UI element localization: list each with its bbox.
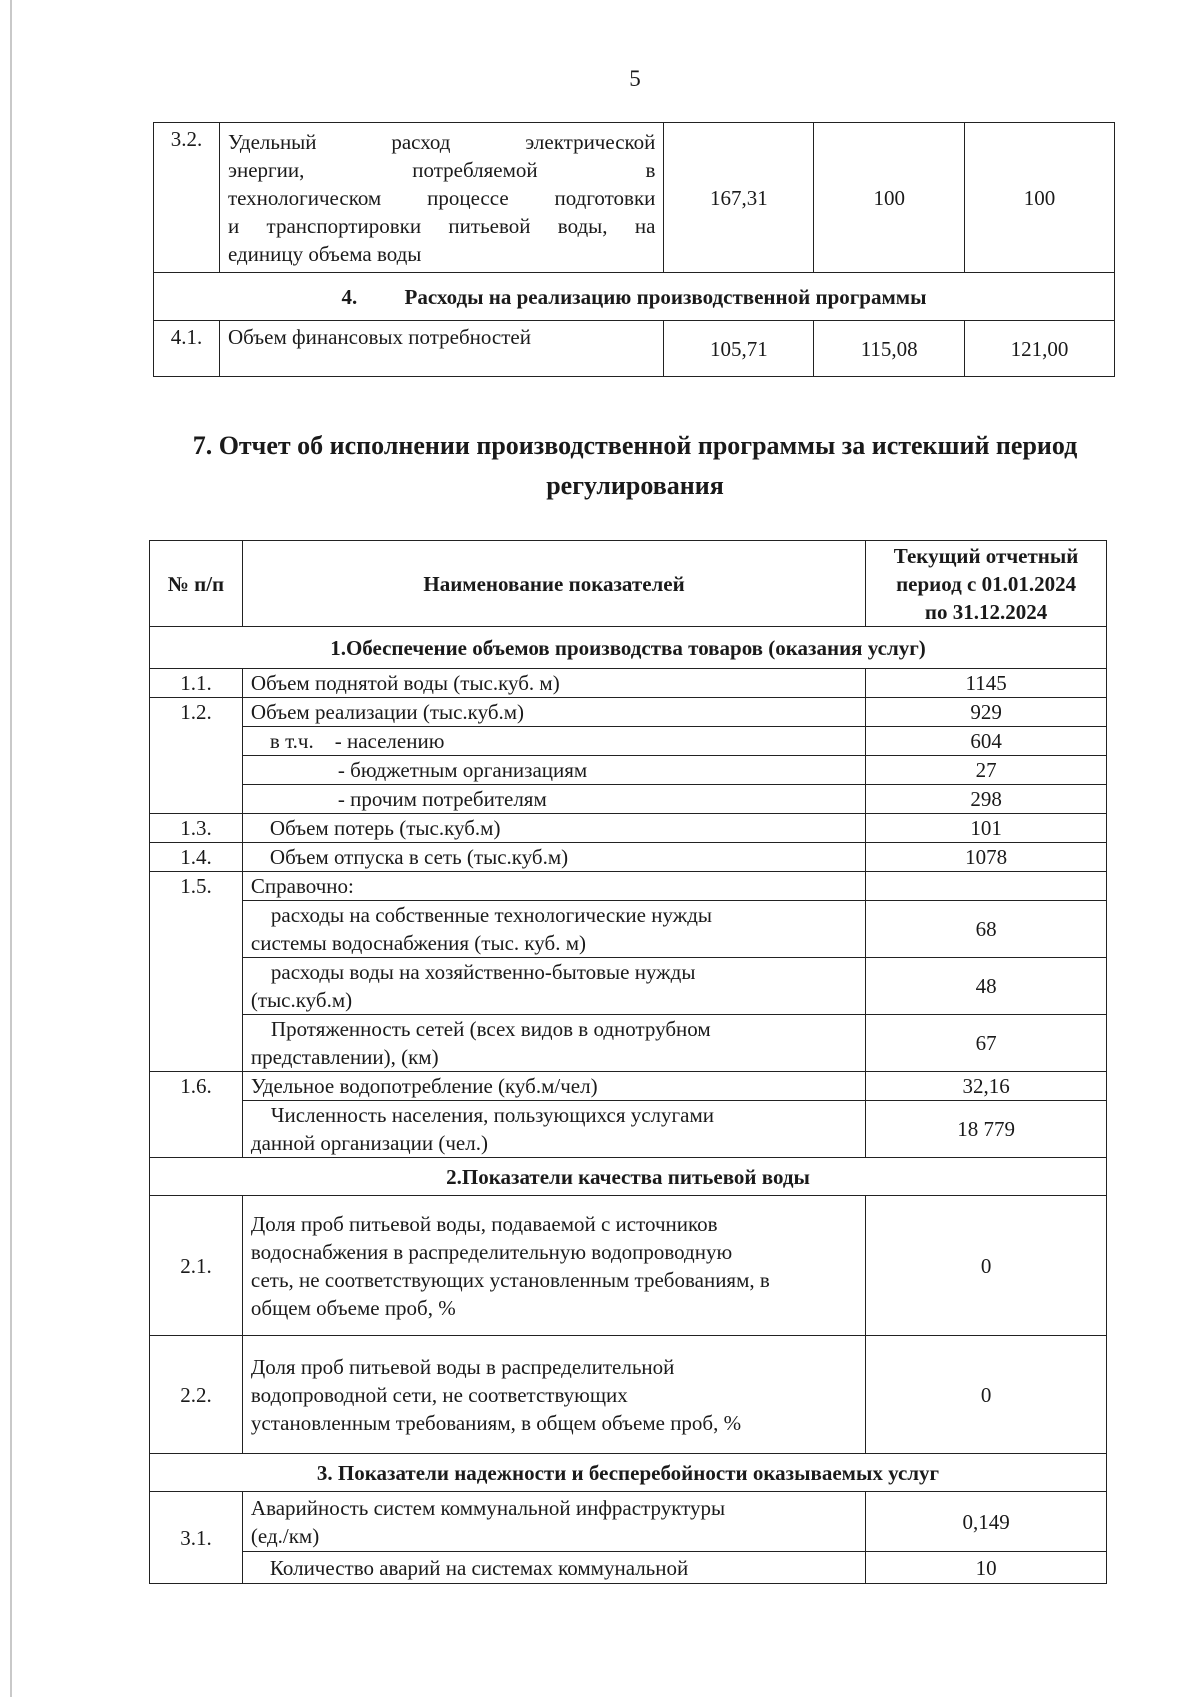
row-number: 2.2. <box>150 1336 243 1454</box>
indicator-name: Объем финансовых потребностей <box>219 321 663 377</box>
section-title: 3. Показатели надежности и бесперебойности оказываемых услуг <box>150 1454 1107 1492</box>
page-number: 5 <box>629 66 641 91</box>
value-cell: 10 <box>866 1552 1107 1584</box>
value-cell: 68 <box>866 901 1107 958</box>
continuation-table <box>153 122 1115 377</box>
table-row <box>150 958 1107 1015</box>
table-row <box>150 669 1107 698</box>
table-row <box>150 1552 1107 1584</box>
table-row <box>154 321 1115 377</box>
row-number: 1.1. <box>150 669 243 698</box>
row-number: 3.2. <box>154 123 220 273</box>
indicator-name: Численность населения, пользующихся услугами данной организации (чел.) <box>242 1101 865 1158</box>
indicator-name: Удельный расход электрической энергии, потребляемой в технологическом процессе подготовки и транспортировки питьевой воды, на единицу объема воды <box>219 123 663 273</box>
indicator-name: в т.ч. - населению <box>242 727 865 756</box>
indicator-name: Количество аварий на системах коммунальной <box>242 1552 865 1584</box>
section-title: 4. Расходы на реализацию производственной программы <box>154 273 1115 321</box>
indicator-name: расходы на собственные технологические нужды системы водоснабжения (тыс. куб. м) <box>242 901 865 958</box>
indicator-name: Протяженность сетей (всех видов в однотрубном представлении), (км) <box>242 1015 865 1072</box>
indicator-name: Объем поднятой воды (тыс.куб. м) <box>242 669 865 698</box>
table-row <box>150 1015 1107 1072</box>
table-row <box>150 1196 1107 1336</box>
value-cell: 0 <box>866 1336 1107 1454</box>
indicator-name: - бюджетным организациям <box>242 756 865 785</box>
value-cell: 101 <box>866 814 1107 843</box>
value-cell: 0 <box>866 1196 1107 1336</box>
row-number: 1.3. <box>150 814 243 843</box>
table-row <box>150 756 1107 785</box>
value-cell: 298 <box>866 785 1107 814</box>
indicator-name: Доля проб питьевой воды, подаваемой с источников водоснабжения в распределительную водопроводную сеть, не соответствующих установленным требованиям, в общем объеме проб, % <box>242 1196 865 1336</box>
row-number: 1.2. <box>150 698 243 814</box>
page-edge-line <box>10 0 12 1697</box>
indicator-name: Аварийность систем коммунальной инфраструктуры (ед./км) <box>242 1492 865 1552</box>
indicator-name: Объем реализации (тыс.куб.м) <box>242 698 865 727</box>
value-cell: 18 779 <box>866 1101 1107 1158</box>
header-period: Текущий отчетный период с 01.01.2024 по 31.12.2024 <box>866 541 1107 627</box>
section-row <box>154 273 1115 321</box>
row-number: 3.1. <box>150 1492 243 1584</box>
value-cell: 604 <box>866 727 1107 756</box>
indicator-name: Объем потерь (тыс.куб.м) <box>242 814 865 843</box>
section-heading: 7. Отчет об исполнении производственной программы за истекший период регулирования <box>192 431 1078 500</box>
header-name: Наименование показателей <box>242 541 865 627</box>
row-number: 1.5. <box>150 872 243 1072</box>
report-table <box>149 540 1107 1584</box>
table-row <box>150 843 1107 872</box>
row-number: 4.1. <box>154 321 220 377</box>
section-row <box>150 1454 1107 1492</box>
table-row <box>150 698 1107 727</box>
value-cell: 100 <box>965 123 1115 273</box>
table-row <box>150 1072 1107 1101</box>
section-title: 2.Показатели качества питьевой воды <box>150 1158 1107 1196</box>
value-cell: 1145 <box>866 669 1107 698</box>
indicator-name: - прочим потребителям <box>242 785 865 814</box>
indicator-name: Доля проб питьевой воды в распределительной водопроводной сети, не соответствующих установленным требованиям, в общем объеме проб, % <box>242 1336 865 1454</box>
row-number: 2.1. <box>150 1196 243 1336</box>
indicator-name: Удельное водопотребление (куб.м/чел) <box>242 1072 865 1101</box>
table-header-row <box>150 541 1107 627</box>
value-cell: 1078 <box>866 843 1107 872</box>
table-row <box>150 814 1107 843</box>
section-title: 1.Обеспечение объемов производства товаров (оказания услуг) <box>150 627 1107 669</box>
section-row <box>150 627 1107 669</box>
table-row <box>150 727 1107 756</box>
indicator-name: Справочно: <box>242 872 865 901</box>
value-cell: 167,31 <box>664 123 814 273</box>
value-cell: 929 <box>866 698 1107 727</box>
value-cell: 115,08 <box>814 321 965 377</box>
table-row <box>150 785 1107 814</box>
table-row <box>150 1336 1107 1454</box>
value-cell: 48 <box>866 958 1107 1015</box>
row-number: 1.4. <box>150 843 243 872</box>
table-row <box>150 872 1107 901</box>
section-row <box>150 1158 1107 1196</box>
value-cell <box>866 872 1107 901</box>
value-cell: 121,00 <box>965 321 1115 377</box>
indicator-name: Объем отпуска в сеть (тыс.куб.м) <box>242 843 865 872</box>
header-num: № п/п <box>150 541 243 627</box>
value-cell: 100 <box>814 123 965 273</box>
table-row <box>150 1101 1107 1158</box>
value-cell: 27 <box>866 756 1107 785</box>
row-number: 1.6. <box>150 1072 243 1158</box>
table-row <box>150 1492 1107 1552</box>
indicator-name: расходы воды на хозяйственно-бытовые нужды (тыс.куб.м) <box>242 958 865 1015</box>
value-cell: 0,149 <box>866 1492 1107 1552</box>
value-cell: 105,71 <box>664 321 814 377</box>
value-cell: 32,16 <box>866 1072 1107 1101</box>
table-row <box>150 901 1107 958</box>
table-row <box>154 123 1115 273</box>
value-cell: 67 <box>866 1015 1107 1072</box>
